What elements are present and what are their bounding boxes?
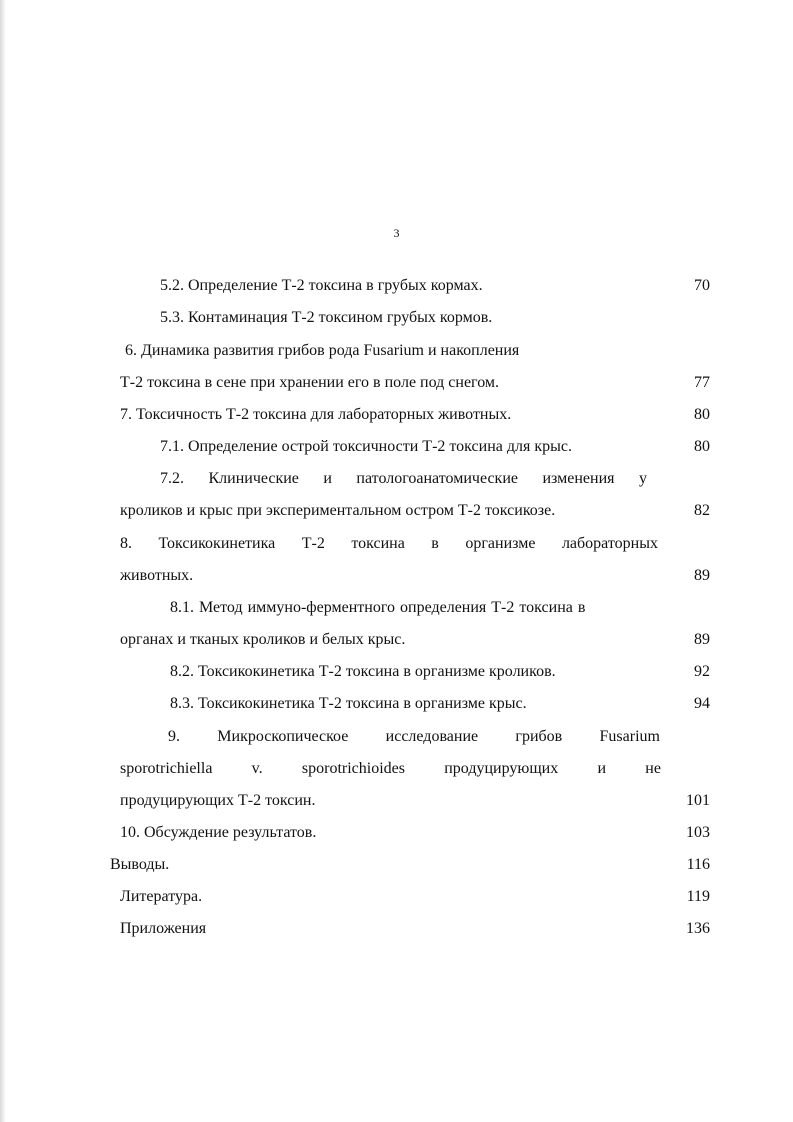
- toc-entry-page: 116: [686, 856, 710, 873]
- toc-entry-9-cont[interactable]: [0, 757, 793, 781]
- toc-entry-8-1-cont[interactable]: [0, 628, 793, 652]
- toc-entry-8-3[interactable]: [0, 692, 793, 716]
- toc-entry-conclusions[interactable]: [0, 853, 793, 877]
- word: лабораторных: [561, 535, 658, 552]
- toc-entry-page: 70: [694, 277, 710, 294]
- word: Токсикокинетика: [158, 535, 276, 552]
- scan-edge-shadow: [0, 0, 6, 1122]
- toc-entry-7-2[interactable]: [0, 467, 793, 491]
- word: токсина: [351, 535, 405, 552]
- toc-entry-title: 10. Обсуждение результатов.: [120, 824, 317, 841]
- toc-entry-title: 8.3. Токсикокинетика Т-2 токсина в организме крыс.: [170, 695, 527, 712]
- toc-entry-6[interactable]: [0, 339, 793, 363]
- toc-entry-page: 77: [694, 374, 710, 391]
- toc-entry-page: 103: [686, 824, 710, 841]
- word: продуцирующих: [444, 760, 559, 777]
- toc-entry-8-2[interactable]: [0, 660, 793, 684]
- toc-entry-page: 89: [694, 567, 710, 584]
- toc-entry-appendices[interactable]: [0, 917, 793, 941]
- toc-entry-page: 101: [686, 792, 710, 809]
- toc-entry-7-1[interactable]: [0, 435, 793, 459]
- toc-entry-title: Выводы.: [110, 856, 170, 873]
- toc-entry-page: 80: [694, 406, 710, 423]
- toc-entry-title: [120, 532, 658, 556]
- word: грибов: [515, 728, 563, 745]
- toc-entry-title: 7. Токсичность Т-2 токсина для лабораторных животных.: [120, 406, 512, 423]
- toc-entry-title: органах и тканых кроликов и белых крыс.: [120, 631, 406, 648]
- toc-entry-title: животных.: [120, 567, 194, 584]
- toc-entry-title: Т-2 токсина в сене при хранении его в поле под снегом.: [120, 374, 500, 391]
- word: исследование: [385, 728, 479, 745]
- toc-entry-title: [120, 757, 661, 781]
- word: 7.2.: [160, 470, 184, 487]
- word: и: [597, 760, 607, 777]
- toc-entry-title: Приложения: [120, 920, 207, 937]
- word: изменения: [542, 470, 615, 487]
- word: Fusarium: [599, 728, 660, 745]
- toc-entry-page: 119: [686, 888, 710, 905]
- toc-entry-title: продуцирующих Т-2 токсин.: [120, 792, 316, 809]
- toc-entry-title: [160, 467, 647, 491]
- toc-entry-title: [168, 725, 660, 749]
- toc-entry-title: 5.3. Контаминация Т-2 токсином грубых кормов.: [160, 309, 493, 326]
- toc-entry-10[interactable]: [0, 821, 793, 845]
- toc-entry-title: 8.1. Метод иммуно-ферментного определения Т-2 токсина в: [170, 599, 586, 616]
- toc-entry-title: кроликов и крыс при экспериментальном остром Т-2 токсикозе.: [120, 502, 556, 519]
- toc-entry-title: 5.2. Определение Т-2 токсина в грубых кормах.: [160, 277, 483, 294]
- toc-entry-literature[interactable]: [0, 885, 793, 909]
- word: у: [638, 470, 647, 487]
- page-number: 3: [393, 226, 400, 240]
- toc-entry-8-cont[interactable]: [0, 564, 793, 588]
- word: v.: [251, 760, 263, 777]
- toc-entry-7[interactable]: [0, 403, 793, 427]
- toc-entry-5-2[interactable]: [0, 274, 793, 298]
- toc-entry-page: 89: [694, 631, 710, 648]
- toc-entry-9-cont-2[interactable]: [0, 789, 793, 813]
- word: 8.: [120, 535, 132, 552]
- toc-entry-page: 92: [694, 663, 710, 680]
- toc-entry-6-cont[interactable]: [0, 371, 793, 395]
- word: sporotrichiella: [120, 760, 213, 777]
- toc-entry-5-3[interactable]: [0, 306, 793, 330]
- toc-entry-title: Литература.: [120, 888, 203, 905]
- toc-entry-page: 82: [694, 502, 710, 519]
- word: Т-2: [301, 535, 325, 552]
- toc-entry-page: 94: [694, 695, 710, 712]
- word: в: [431, 535, 439, 552]
- word: Микроскопическое: [217, 728, 349, 745]
- word: организме: [465, 535, 536, 552]
- word: и: [323, 470, 332, 487]
- toc-entry-page: 80: [694, 438, 710, 455]
- toc-entry-page: 136: [686, 920, 710, 937]
- toc-entry-7-2-cont[interactable]: [0, 499, 793, 523]
- toc-entry-8-1[interactable]: [0, 596, 793, 620]
- word: не: [645, 760, 661, 777]
- word: патологоанатомические: [356, 470, 518, 487]
- toc-entry-8[interactable]: [0, 532, 793, 556]
- word: Клинические: [208, 470, 299, 487]
- toc-entry-title: 7.1. Определение острой токсичности Т-2 токсина для крыс.: [160, 438, 572, 455]
- toc-entry-title: 6. Динамика развития грибов рода Fusarium и накопления: [125, 342, 520, 359]
- toc-entry-title: 8.2. Токсикокинетика Т-2 токсина в организме кроликов.: [170, 663, 556, 680]
- word: 9.: [168, 728, 180, 745]
- word: sporotrichioides: [301, 760, 405, 777]
- toc-entry-9[interactable]: [0, 725, 793, 749]
